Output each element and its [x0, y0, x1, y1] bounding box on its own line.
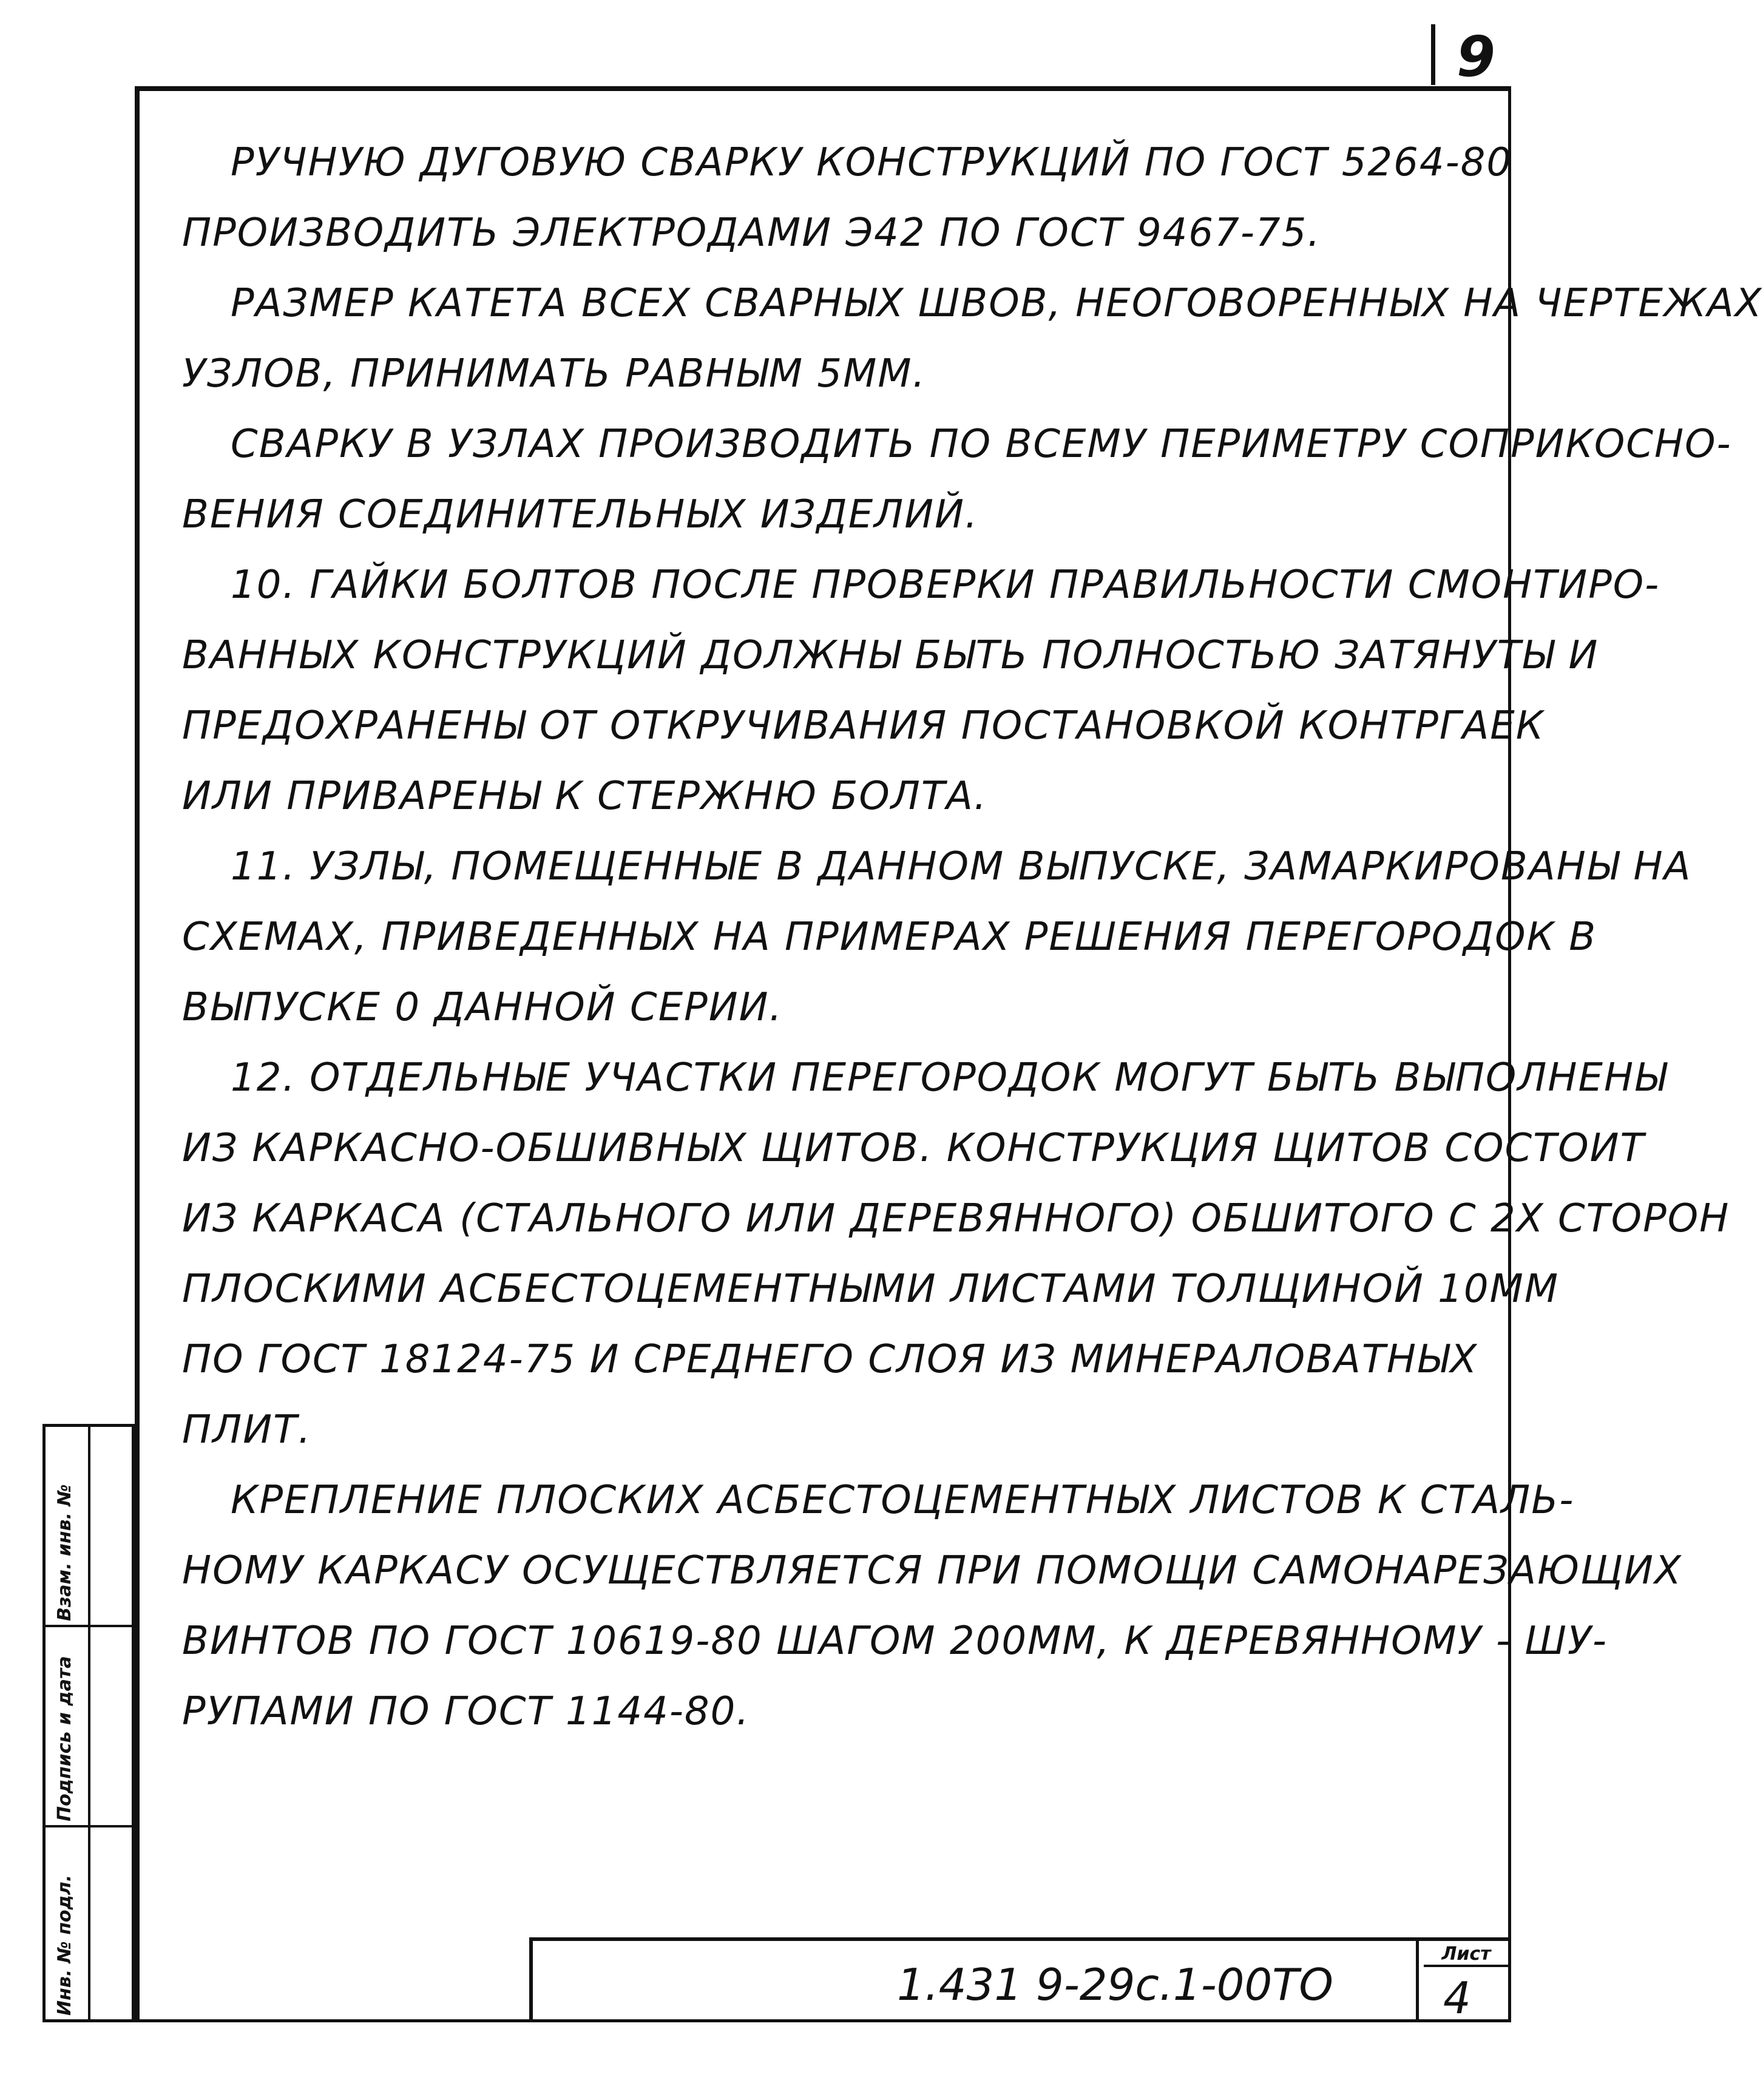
body-line: РУЧНУЮ ДУГОВУЮ СВАРКУ КОНСТРУКЦИЙ ПО ГОСТ 5264-80 — [231, 140, 1513, 185]
body-line: ПО ГОСТ 18124-75 И СРЕДНЕГО СЛОЯ ИЗ МИНЕРАЛОВАТНЫХ — [182, 1337, 1478, 1382]
sheet-number: 4 — [1443, 1973, 1471, 2024]
body-line: 10. ГАЙКИ БОЛТОВ ПОСЛЕ ПРОВЕРКИ ПРАВИЛЬНОСТИ СМОНТИРО- — [231, 563, 1660, 608]
body-line: ПРЕДОХРАНЕНЫ ОТ ОТКРУЧИВАНИЯ ПОСТАНОВКОЙ КОНТРГАЕК — [182, 703, 1545, 748]
body-line: РУПАМИ ПО ГОСТ 1144-80. — [182, 1689, 750, 1734]
strip-cell-middle — [46, 1627, 88, 1827]
body-line: ПЛИТ. — [182, 1407, 312, 1452]
body-text — [182, 127, 1763, 1747]
page-number-tick — [1431, 24, 1435, 85]
body-line: РАЗМЕР КАТЕТА ВСЕХ СВАРНЫХ ШВОВ, НЕОГОВОРЕННЫХ НА ЧЕРТЕЖАХ — [231, 281, 1763, 326]
sheet-label: Лист — [1424, 1943, 1509, 1967]
strip-value-top — [88, 1427, 135, 1627]
strip-label-original-inv: Инв. № подл. — [54, 1874, 75, 2016]
strip-label-replaced-inv: Взам. инв. № — [54, 1484, 75, 1621]
body-line: УЗЛОВ, ПРИНИМАТЬ РАВНЫМ 5ММ. — [182, 351, 926, 396]
body-line: ВАННЫХ КОНСТРУКЦИЙ ДОЛЖНЫ БЫТЬ ПОЛНОСТЬЮ ЗАТЯНУТЫ И — [182, 633, 1599, 678]
body-line: ИЗ КАРКАСА (СТАЛЬНОГО ИЛИ ДЕРЕВЯННОГО) ОБШИТОГО С 2Х СТОРОН — [182, 1196, 1730, 1241]
sheet-box — [1416, 1941, 1513, 2022]
strip-value-middle — [88, 1627, 135, 1827]
page-number: 9 — [1457, 24, 1496, 89]
body-line: СВАРКУ В УЗЛАХ ПРОИЗВОДИТЬ ПО ВСЕМУ ПЕРИМЕТРУ СОПРИКОСНО- — [231, 422, 1732, 467]
body-line: ВИНТОВ ПО ГОСТ 10619-80 ШАГОМ 200ММ, К ДЕРЕВЯННОМУ - ШУ- — [182, 1619, 1608, 1664]
document-code: 1.431 9-29с.1-00ТО — [897, 1959, 1333, 2010]
body-line: ПРОИЗВОДИТЬ ЭЛЕКТРОДАМИ Э42 ПО ГОСТ 9467-75. — [182, 211, 1321, 256]
left-title-strip — [42, 1424, 135, 2022]
body-line: ВЫПУСКЕ 0 ДАННОЙ СЕРИИ. — [182, 985, 783, 1030]
strip-label-signature-date: Подпись и дата — [54, 1656, 75, 1821]
body-line: ВЕНИЯ СОЕДИНИТЕЛЬНЫХ ИЗДЕЛИЙ. — [182, 492, 979, 537]
body-line: ИЛИ ПРИВАРЕНЫ К СТЕРЖНЮ БОЛТА. — [182, 774, 988, 819]
body-line: СХЕМАХ, ПРИВЕДЕННЫХ НА ПРИМЕРАХ РЕШЕНИЯ ПЕРЕГОРОДОК В — [182, 915, 1597, 960]
strip-cell-bottom — [46, 1827, 88, 2019]
body-line: ПЛОСКИМИ АСБЕСТОЦЕМЕНТНЫМИ ЛИСТАМИ ТОЛЩИНОЙ 10ММ — [182, 1267, 1560, 1312]
body-line: 12. ОТДЕЛЬНЫЕ УЧАСТКИ ПЕРЕГОРОДОК МОГУТ БЫТЬ ВЫПОЛНЕНЫ — [231, 1055, 1668, 1100]
body-line: КРЕПЛЕНИЕ ПЛОСКИХ АСБЕСТОЦЕМЕНТНЫХ ЛИСТОВ К СТАЛЬ- — [231, 1478, 1575, 1523]
body-line: 11. УЗЛЫ, ПОМЕЩЕННЫЕ В ДАННОМ ВЫПУСКЕ, ЗАМАРКИРОВАНЫ НА — [231, 844, 1692, 889]
strip-cell-top — [46, 1427, 88, 1627]
body-line: НОМУ КАРКАСУ ОСУЩЕСТВЛЯЕТСЯ ПРИ ПОМОЩИ САМОНАРЕЗАЮЩИХ — [182, 1548, 1682, 1593]
body-line: ИЗ КАРКАСНО-ОБШИВНЫХ ЩИТОВ. КОНСТРУКЦИЯ ЩИТОВ СОСТОИТ — [182, 1126, 1645, 1171]
title-stamp — [529, 1937, 1511, 2022]
